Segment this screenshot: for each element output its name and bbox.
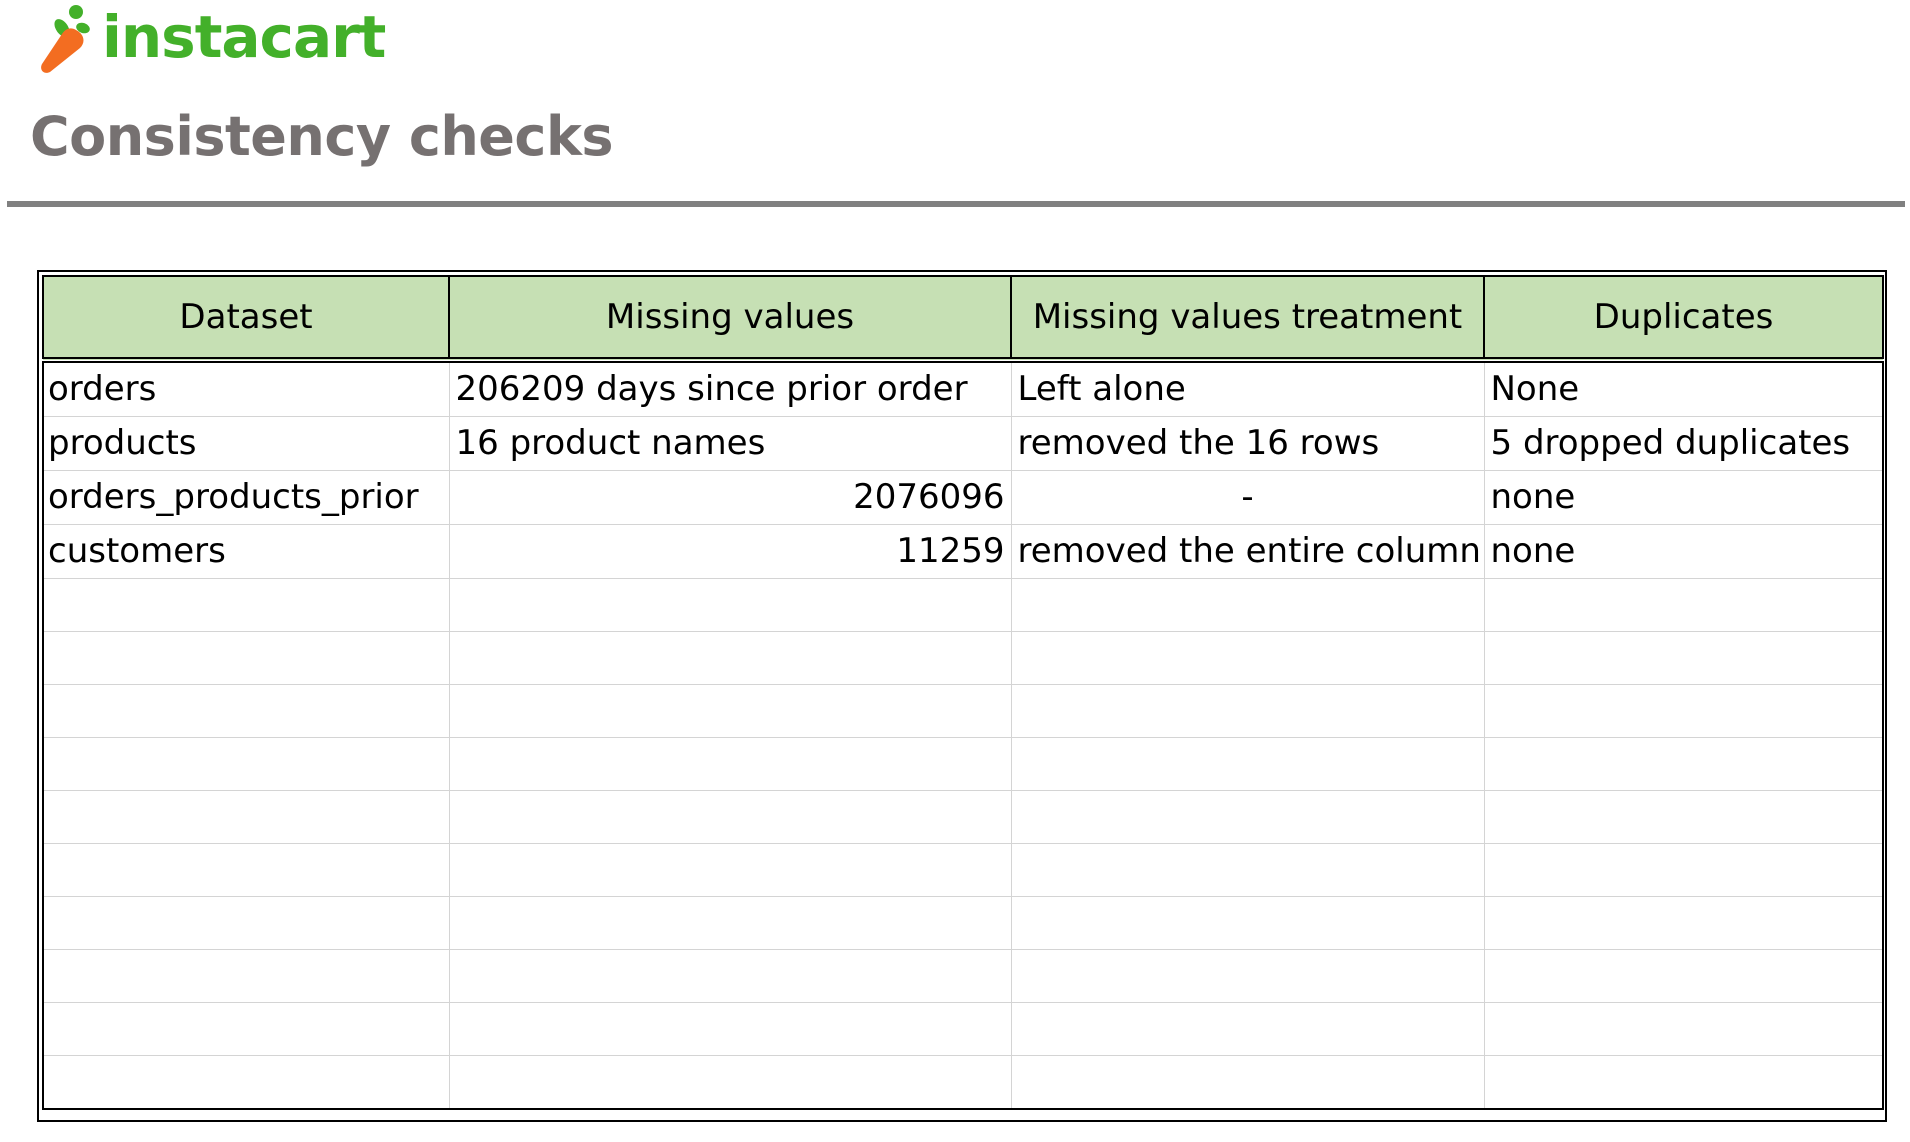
empty-table-row xyxy=(43,738,1883,791)
cell-missing-values: 11259 xyxy=(449,525,1011,579)
cell-treatment: Left alone xyxy=(1011,360,1484,417)
table-row xyxy=(43,360,1883,417)
column-header-missing-values: Missing values xyxy=(449,276,1011,360)
empty-cell xyxy=(43,1003,449,1056)
empty-table-row xyxy=(43,1003,1883,1056)
empty-cell xyxy=(1011,579,1484,632)
empty-cell xyxy=(1484,1003,1883,1056)
empty-cell xyxy=(1484,791,1883,844)
empty-cell xyxy=(43,897,449,950)
empty-cell xyxy=(449,844,1011,897)
instacart-logo xyxy=(36,4,385,74)
empty-cell xyxy=(43,579,449,632)
cell-missing-values: 16 product names xyxy=(449,417,1011,471)
empty-cell xyxy=(449,897,1011,950)
empty-cell xyxy=(449,950,1011,1003)
empty-cell xyxy=(449,791,1011,844)
empty-cell xyxy=(1484,897,1883,950)
empty-cell xyxy=(1011,685,1484,738)
column-header-dataset: Dataset xyxy=(43,276,449,360)
empty-cell xyxy=(449,738,1011,791)
empty-cell xyxy=(1011,897,1484,950)
cell-missing-values: 206209 days since prior order xyxy=(449,360,1011,417)
empty-cell xyxy=(43,791,449,844)
empty-cell xyxy=(449,579,1011,632)
empty-table-row xyxy=(43,632,1883,685)
empty-cell xyxy=(1484,1056,1883,1109)
empty-cell xyxy=(1011,1056,1484,1109)
cell-dataset: orders_products_prior xyxy=(43,471,449,525)
cell-duplicates: none xyxy=(1484,525,1883,579)
table-row xyxy=(43,525,1883,579)
empty-table-row xyxy=(43,791,1883,844)
column-header-missing-values-treatment: Missing values treatment xyxy=(1011,276,1484,360)
empty-cell xyxy=(449,1003,1011,1056)
empty-cell xyxy=(1484,844,1883,897)
empty-cell xyxy=(1011,791,1484,844)
empty-cell xyxy=(1484,632,1883,685)
empty-cell xyxy=(1011,632,1484,685)
empty-table-row xyxy=(43,579,1883,632)
cell-treatment: - xyxy=(1011,471,1484,525)
cell-dataset: customers xyxy=(43,525,449,579)
empty-cell xyxy=(1484,685,1883,738)
consistency-checks-table xyxy=(42,275,1884,1110)
empty-cell xyxy=(43,632,449,685)
table-row xyxy=(43,471,1883,525)
cell-dataset: products xyxy=(43,417,449,471)
empty-cell xyxy=(1011,738,1484,791)
empty-cell xyxy=(43,950,449,1003)
empty-cell xyxy=(1484,950,1883,1003)
empty-cell xyxy=(1484,579,1883,632)
cell-duplicates: 5 dropped duplicates xyxy=(1484,417,1883,471)
empty-cell xyxy=(43,844,449,897)
cell-treatment: removed the 16 rows xyxy=(1011,417,1484,471)
empty-table-row xyxy=(43,685,1883,738)
empty-cell xyxy=(1011,950,1484,1003)
empty-table-row xyxy=(43,950,1883,1003)
empty-table-row xyxy=(43,897,1883,950)
empty-cell xyxy=(449,1056,1011,1109)
empty-cell xyxy=(43,1056,449,1109)
empty-cell xyxy=(449,632,1011,685)
table-row xyxy=(43,417,1883,471)
table-header-row xyxy=(43,276,1883,360)
empty-cell xyxy=(1011,1003,1484,1056)
cell-treatment: removed the entire column xyxy=(1011,525,1484,579)
empty-cell xyxy=(43,685,449,738)
column-header-duplicates: Duplicates xyxy=(1484,276,1883,360)
empty-table-row xyxy=(43,844,1883,897)
cell-dataset: orders xyxy=(43,360,449,417)
empty-cell xyxy=(1011,844,1484,897)
cell-duplicates: None xyxy=(1484,360,1883,417)
empty-cell xyxy=(449,685,1011,738)
page-title: Consistency checks xyxy=(30,105,613,168)
brand-wordmark: instacart xyxy=(102,3,386,71)
empty-table-row xyxy=(43,1056,1883,1109)
empty-cell xyxy=(43,738,449,791)
title-divider xyxy=(7,201,1905,207)
carrot-icon xyxy=(36,4,94,74)
cell-duplicates: none xyxy=(1484,471,1883,525)
empty-cell xyxy=(1484,738,1883,791)
cell-missing-values: 2076096 xyxy=(449,471,1011,525)
